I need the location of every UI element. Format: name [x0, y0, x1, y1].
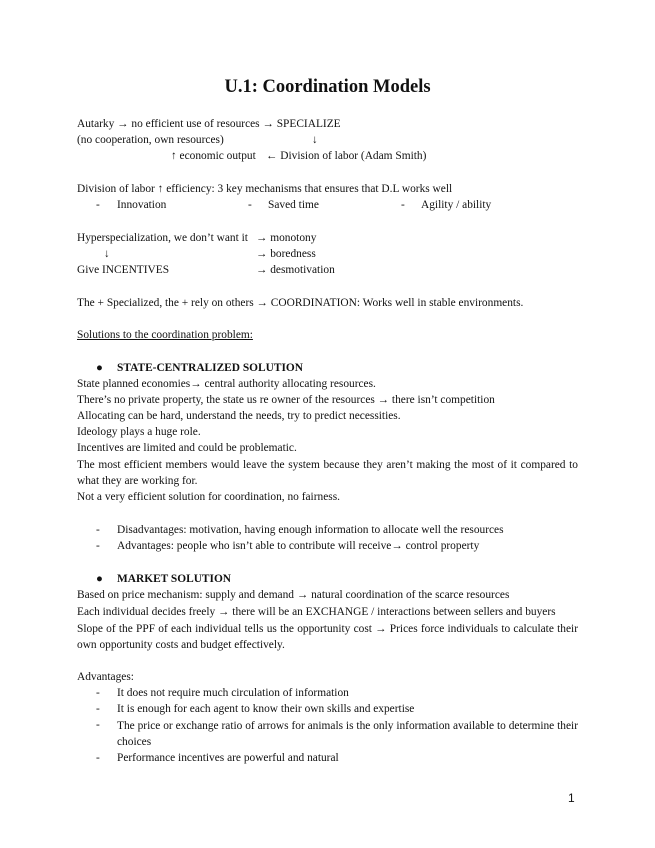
solutions-heading: Solutions to the coordination problem:	[77, 329, 253, 341]
dash-marker: -	[248, 199, 252, 211]
page-title: U.1: Coordination Models	[224, 77, 431, 97]
dash-marker: -	[96, 752, 100, 764]
market-bullet-icon: ●	[96, 573, 103, 585]
advantage-item: It is enough for each agent to know their own skills and expertise	[117, 703, 415, 715]
hyper-line: Hyperspecialization, we don’t want it	[77, 232, 248, 244]
mechanism-item: Saved time	[268, 199, 319, 211]
state-conclusion: Not a very efficient solution for coordination, no fairness.	[77, 491, 340, 503]
autarky-line: Autarky → no efficient use of resources → SPECIALIZE	[77, 118, 341, 130]
division-line: Division of labor ↑ efficiency: 3 key mechanisms that ensures that D.L works well	[77, 183, 453, 195]
state-line: Ideology plays a huge role.	[77, 426, 201, 438]
dash-marker: -	[96, 199, 100, 211]
advantage-item: The price or exchange ratio of arrows for animals is the only information available to determine their choices	[117, 720, 578, 749]
state-bullet-icon: ●	[96, 362, 103, 374]
division-of-labor-text: ← Division of labor (Adam Smith)	[266, 150, 427, 162]
advantages-label: Advantages:	[77, 671, 134, 683]
market-paragraph: Slope of the PPF of each individual tells us the opportunity cost → Prices force individuals to calculate their own opportunity costs and budget effectively.	[77, 623, 578, 652]
incentives-text: Give INCENTIVES	[77, 264, 170, 276]
coordination-line: The + Specialized, the + rely on others → COORDINATION: Works well in stable environments.	[77, 297, 524, 309]
autarky-note: (no cooperation, own resources)	[77, 134, 224, 146]
dash-marker: -	[96, 719, 100, 731]
page-number: 1	[568, 791, 575, 805]
advantages-item: Advantages: people who isn’t able to contribute will receive→ control property	[117, 540, 480, 552]
monotony-text: → monotony	[256, 232, 317, 244]
state-heading: STATE-CENTRALIZED SOLUTION	[117, 362, 303, 374]
advantage-item: Performance incentives are powerful and natural	[117, 752, 339, 764]
economic-output-text: ↑ economic output	[171, 150, 256, 162]
market-line: Each individual decides freely → there will be an EXCHANGE / interactions between sellers and buyers	[77, 606, 556, 618]
market-line: Based on price mechanism: supply and demand → natural coordination of the scarce resources	[77, 589, 510, 601]
state-line: State planned economies→ central authority allocating resources.	[77, 378, 376, 390]
dash-marker: -	[96, 687, 100, 699]
dash-marker: -	[401, 199, 405, 211]
dash-marker: -	[96, 524, 100, 536]
state-line: Incentives are limited and could be problematic.	[77, 442, 297, 454]
boredness-text: → boredness	[256, 248, 316, 260]
mechanism-item: Agility / ability	[421, 199, 492, 211]
state-line: There’s no private property, the state us re owner of the resources → there isn’t competition	[77, 394, 495, 406]
advantage-item: It does not require much circulation of information	[117, 687, 349, 699]
market-heading: MARKET SOLUTION	[117, 573, 232, 585]
mechanism-item: Innovation	[117, 199, 167, 211]
state-paragraph: The most efficient members would leave the system because they aren’t making the most of it compared to what they are working for.	[77, 459, 578, 488]
disadvantages-item: Disadvantages: motivation, having enough information to allocate well the resources	[117, 524, 504, 536]
dash-marker: -	[96, 540, 100, 552]
down-arrow-icon: ↓	[104, 248, 110, 260]
state-line: Allocating can be hard, understand the needs, try to predict necessities.	[77, 410, 401, 422]
down-arrow-icon: ↓	[312, 134, 318, 146]
desmotivation-text: → desmotivation	[256, 264, 335, 276]
dash-marker: -	[96, 703, 100, 715]
